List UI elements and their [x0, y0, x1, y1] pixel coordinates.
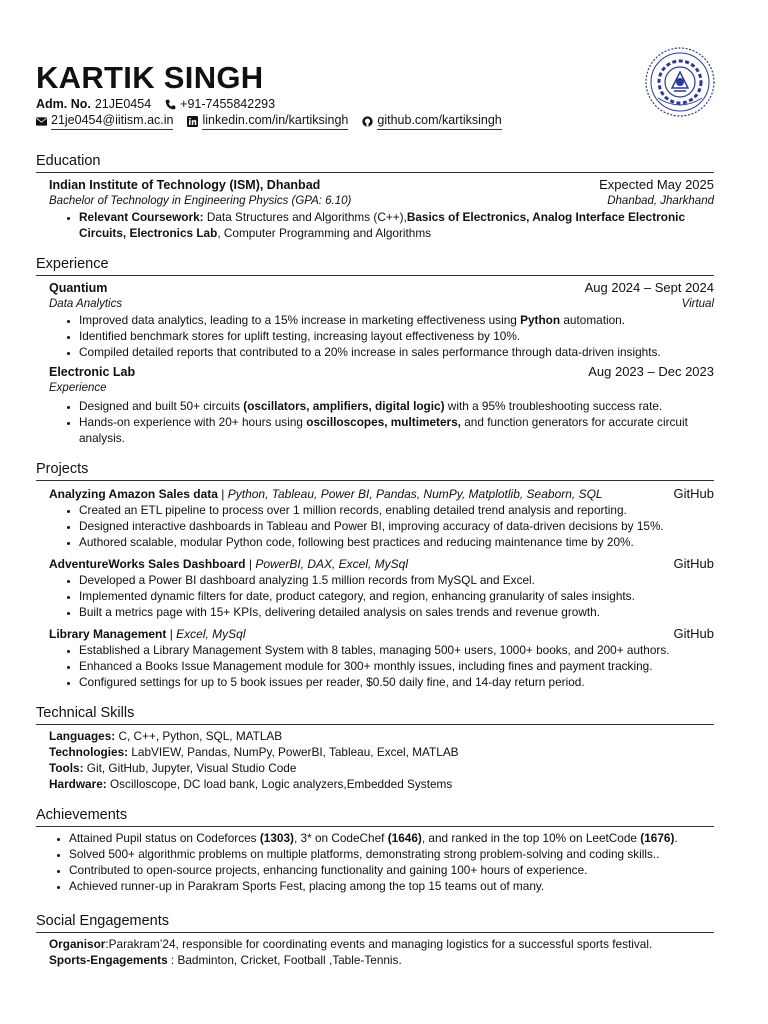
bullet-bold: oscilloscopes, multimeters, — [306, 415, 461, 429]
email-text: 21je0454@iitism.ac.in — [51, 112, 173, 130]
email-link[interactable] — [36, 112, 173, 130]
education-section — [36, 152, 714, 241]
bullet-bold: Python — [520, 313, 561, 327]
section-title-social: Social Engagements — [36, 912, 714, 933]
contact-line-2 — [36, 112, 714, 130]
project-github-link[interactable]: GitHub — [673, 556, 714, 571]
achievement-text: . — [674, 831, 678, 845]
sports-line — [49, 952, 714, 968]
separator: | — [166, 627, 177, 641]
rating-leetcode: (1676) — [640, 831, 675, 845]
project-title — [49, 486, 603, 502]
project-name: Library Management — [49, 627, 167, 641]
coursework-item — [79, 209, 714, 241]
project-tech: Python, Tableau, Power BI, Pandas, NumPy, Matplotlib, Seaborn, SQL — [227, 487, 603, 501]
degree: Bachelor of Technology in Engineering Physics (GPA: 6.10) — [49, 195, 352, 207]
rating-codechef: (1646) — [387, 831, 422, 845]
organiser-line — [49, 936, 714, 952]
company-name: Electronic Lab — [49, 365, 136, 379]
education-location: Dhanbad, Jharkhand — [607, 195, 714, 207]
skill-languages — [49, 728, 714, 744]
list-item: • Enhanced a Books Issue Management module for 300+ monthly issues, including fines and payment tracking. — [79, 658, 714, 674]
skill-value: Git, GitHub, Jupyter, Visual Studio Code — [83, 761, 297, 775]
skills-section — [36, 704, 714, 792]
list-item: • Identified benchmark stores for uplift testing, increasing layout effectiveness by 10%. — [79, 328, 714, 344]
linkedin-text: linkedin.com/in/kartiksingh — [202, 112, 348, 130]
organiser-text: :Parakram’24, responsible for coordinating events and managing logistics for a successful sports festival. — [105, 937, 653, 951]
project-name: Analyzing Amazon Sales data — [49, 487, 218, 501]
separator: | — [217, 487, 228, 501]
list-item — [79, 414, 714, 446]
rating-codeforces: (1303) — [259, 831, 294, 845]
bullet-text: Improved data analytics, leading to a 15% increase in marketing effectiveness using — [79, 313, 521, 327]
list-item: • Built a metrics page with 15+ KPIs, delivering detailed analysis on sales trends and revenue growth. — [79, 604, 714, 620]
linkedin-link[interactable] — [187, 112, 348, 130]
job-role: Data Analytics — [49, 298, 123, 310]
achievement-text: Attained Pupil status on Codeforces — [69, 831, 260, 845]
projects-section — [36, 460, 714, 690]
adm-label: Adm. No. — [36, 97, 91, 111]
social-section — [36, 912, 714, 968]
project-name: AdventureWorks Sales Dashboard — [49, 557, 246, 571]
envelope-icon — [36, 116, 47, 127]
coursework-text: Data Structures and Algorithms (C++), — [203, 210, 407, 224]
project-tech: Excel, MySql — [176, 627, 246, 641]
achievement-text: , and ranked in the top 10% on LeetCode — [421, 831, 641, 845]
contact-line-1 — [36, 96, 714, 112]
company-name: Quantium — [49, 281, 108, 295]
project-github-link[interactable]: GitHub — [673, 626, 714, 641]
skill-value: C, C++, Python, SQL, MATLAB — [115, 729, 283, 743]
coursework-text-end: , Computer Programming and Algorithms — [217, 226, 432, 240]
list-item: • Created an ETL pipeline to process over 1 million records, enabling detailed trend analysis and reporting. — [79, 502, 714, 518]
admission-number — [36, 96, 151, 112]
list-item: • Established a Library Management System with 8 tables, managing 500+ users, 1000+ books, and 200+ authors. — [79, 642, 714, 658]
bullet-text: automation. — [560, 313, 626, 327]
list-item: • Solved 500+ algorithmic problems on multiple platforms, demonstrating strong problem-solving and coding skills.. — [69, 846, 714, 862]
phone-icon — [165, 99, 176, 110]
bullet-text: Hands-on experience with 20+ hours using — [79, 415, 307, 429]
section-title-education: Education — [36, 152, 714, 173]
phone-text: +91-7455842293 — [180, 97, 276, 111]
job-date: Aug 2024 – Sept 2024 — [584, 280, 714, 295]
list-item: • Configured settings for up to 5 book issues per reader, $0.50 daily fine, and 14-day return period. — [79, 674, 714, 690]
skill-value: LabVIEW, Pandas, NumPy, PowerBI, Tableau, Excel, MATLAB — [128, 745, 459, 759]
skill-technologies — [49, 744, 714, 760]
section-title-skills: Technical Skills — [36, 704, 714, 725]
coursework-bold: Basics of Electronics, Analog Interface Electronic Circuits, Electronics Lab — [79, 210, 686, 240]
list-item — [79, 312, 714, 328]
list-item: • Developed a Power BI dashboard analyzing 1.5 million records from MySQL and Excel. — [79, 572, 714, 588]
organiser-label: Organisor — [49, 937, 106, 951]
project-github-link[interactable]: GitHub — [673, 486, 714, 501]
section-title-experience: Experience — [36, 255, 714, 276]
list-item: • Implemented dynamic filters for date, product category, and region, enhancing granularity of sales insights. — [79, 588, 714, 604]
separator: | — [245, 557, 256, 571]
list-item: • Compiled detailed reports that contributed to a 20% increase in sales performance through data-driven insights. — [79, 344, 714, 360]
list-item: • Contributed to open-source projects, enhancing functionality and gaining 100+ hours of experience. — [69, 862, 714, 878]
section-title-achievements: Achievements — [36, 806, 714, 827]
github-text: github.com/kartiksingh — [377, 112, 501, 130]
institution-name: Indian Institute of Technology (ISM), Dhanbad — [49, 178, 321, 192]
list-item — [69, 830, 714, 846]
list-item — [79, 398, 714, 414]
sports-text: : Badminton, Cricket, Football ,Table-Tennis. — [167, 953, 402, 967]
github-icon — [362, 116, 373, 127]
skill-label: Tools: — [49, 761, 84, 775]
linkedin-icon — [187, 116, 198, 127]
coursework-label: Relevant Coursework: — [79, 210, 204, 224]
job-date: Aug 2023 – Dec 2023 — [588, 364, 714, 379]
skill-hardware — [49, 776, 714, 792]
bullet-text: and function generators for accurate circuit analysis. — [79, 415, 688, 445]
project-title — [49, 626, 246, 642]
adm-value: 21JE0454 — [94, 97, 152, 111]
project-tech: PowerBI, DAX, Excel, MySql — [255, 557, 409, 571]
section-title-projects: Projects — [36, 460, 714, 481]
bullet-text: Designed and built 50+ circuits — [79, 399, 244, 413]
skill-value: Oscilloscope, DC load bank, Logic analyzers,Embedded Systems — [106, 777, 453, 791]
candidate-name: KARTIK SINGH — [36, 60, 264, 95]
bullet-bold: (oscillators, amplifiers, digital logic) — [243, 399, 445, 413]
phone-contact[interactable] — [165, 96, 275, 112]
skill-label: Hardware: — [49, 777, 107, 791]
skill-tools — [49, 760, 714, 776]
list-item: • Achieved runner-up in Parakram Sports Fest, placing among the top 15 teams out of many. — [69, 878, 714, 894]
bullet-text: with a 95% troubleshooting success rate. — [444, 399, 663, 413]
achievement-text: , 3* on CodeChef — [293, 831, 388, 845]
list-item: • Designed interactive dashboards in Tableau and Power BI, improving accuracy of data-driven decisions by 15%. — [79, 518, 714, 534]
github-link[interactable] — [362, 112, 501, 130]
achievements-section — [36, 806, 714, 894]
job-location: Virtual — [681, 298, 714, 310]
skill-label: Technologies: — [49, 745, 129, 759]
job-role: Experience — [49, 382, 107, 394]
sports-label: Sports-Engagements — [49, 953, 168, 967]
resume-page — [36, 60, 714, 968]
skill-label: Languages: — [49, 729, 116, 743]
project-title — [49, 556, 408, 572]
list-item: • Authored scalable, modular Python code, following best practices and reducing maintenance time by 20%. — [79, 534, 714, 550]
education-date: Expected May 2025 — [599, 177, 714, 192]
experience-section — [36, 255, 714, 446]
